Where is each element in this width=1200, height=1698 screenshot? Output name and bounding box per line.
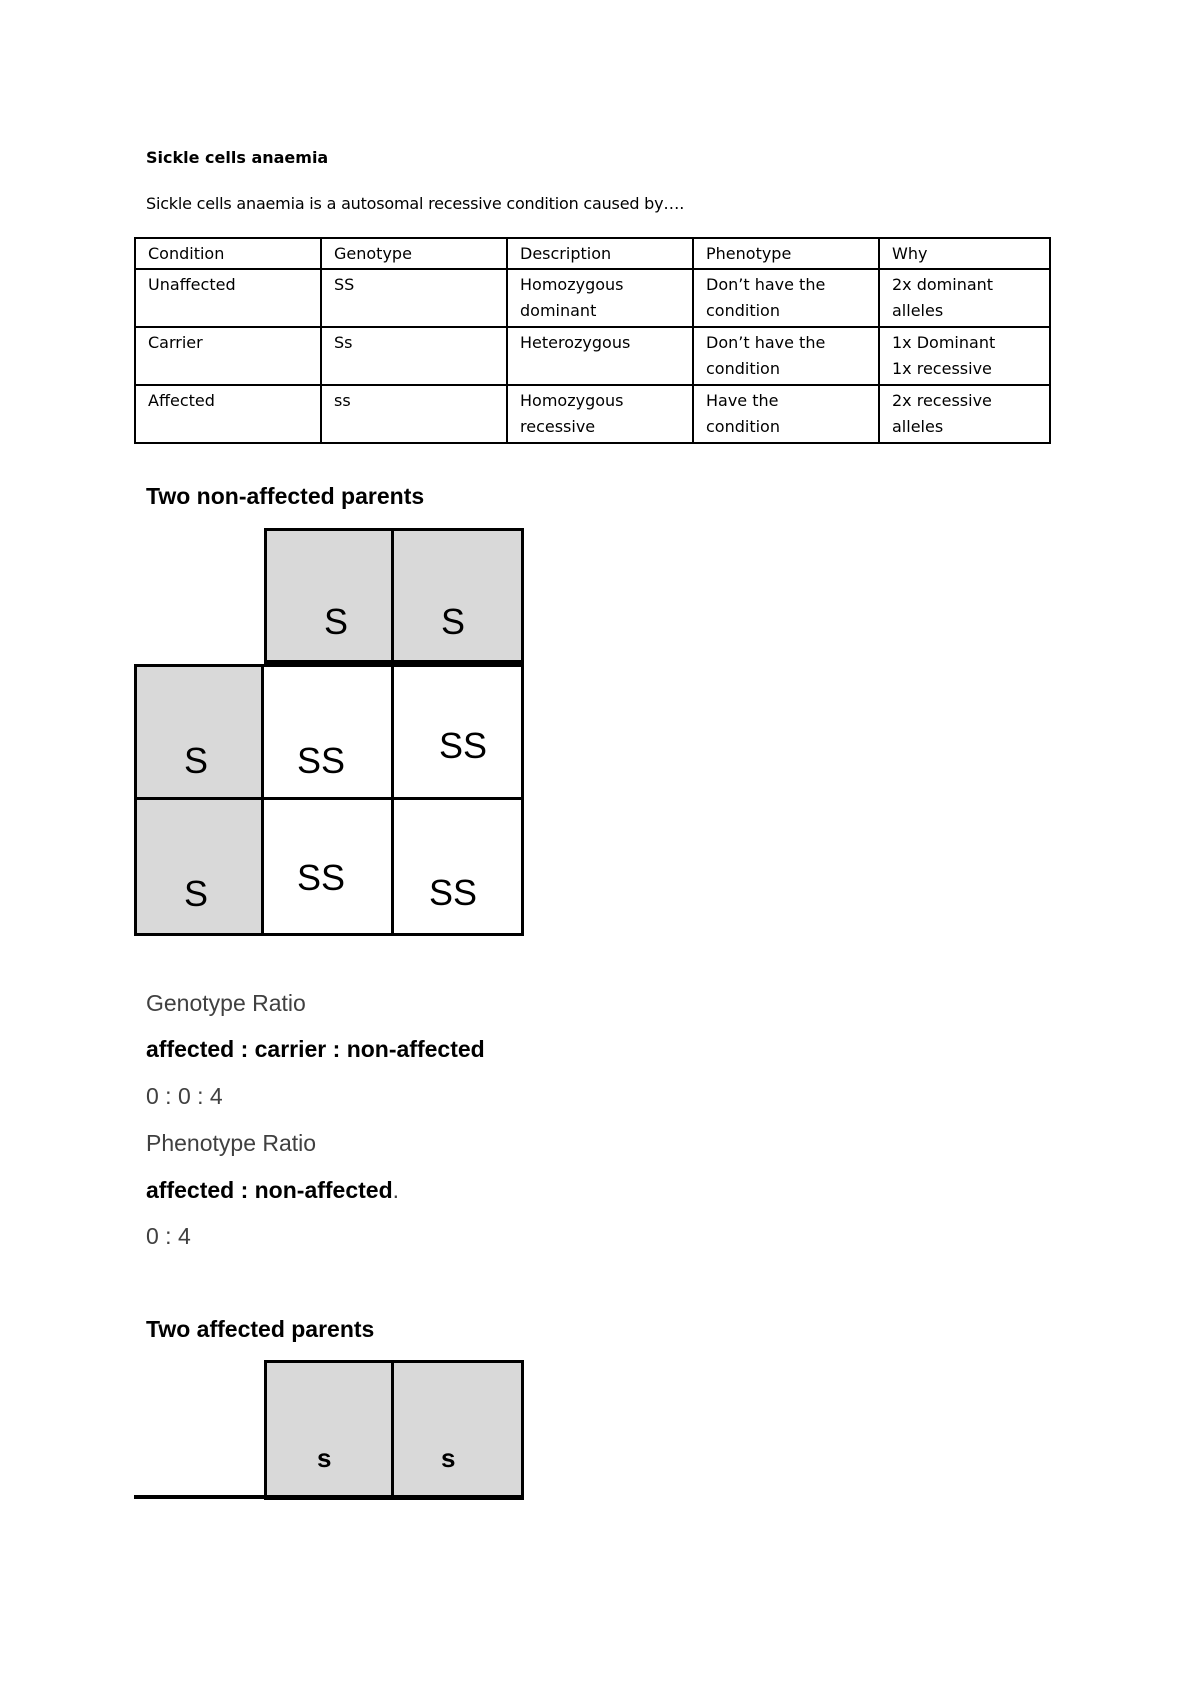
table-cell xyxy=(321,327,507,385)
cell-line: alleles xyxy=(892,417,944,436)
table-header-cell: Genotype xyxy=(321,238,507,269)
punnett-offspring-cell xyxy=(394,664,524,800)
genotype-ratio-value: 0 : 0 : 4 xyxy=(146,1083,223,1109)
punnett-offspring-cell xyxy=(394,800,524,936)
cell-line: Ss xyxy=(334,333,353,352)
table-header-row xyxy=(135,238,1050,269)
table-header-cell: Why xyxy=(879,238,1050,269)
allele-label: S xyxy=(441,601,466,642)
conditions-table xyxy=(134,237,1051,444)
table-cell xyxy=(879,269,1050,327)
cell-line: 2x dominant xyxy=(892,275,994,294)
phenotype-ratio-line xyxy=(146,1177,399,1204)
section-title-non-affected: Two non-affected parents xyxy=(146,483,425,509)
table-cell xyxy=(135,385,321,443)
allele-label: S xyxy=(324,601,349,642)
cell-line: condition xyxy=(706,359,780,378)
cell-line: Affected xyxy=(148,391,215,410)
table-cell xyxy=(135,269,321,327)
cell-line: SS xyxy=(334,275,355,294)
table-cell xyxy=(321,269,507,327)
table-cell xyxy=(321,385,507,443)
punnett-offspring-cell xyxy=(264,800,394,936)
table-row xyxy=(135,385,1050,443)
table-cell xyxy=(879,385,1050,443)
cell-line: Unaffected xyxy=(148,275,236,294)
punnett-offspring-cell xyxy=(264,664,394,800)
cell-line: Heterozygous xyxy=(520,333,631,352)
punnett-top-allele xyxy=(264,1360,394,1500)
punnett-top-allele xyxy=(264,528,394,664)
phenotype-ratio-value: 0 : 4 xyxy=(146,1223,191,1249)
cell-line: alleles xyxy=(892,301,944,320)
cell-line: Homozygous xyxy=(520,275,624,294)
punnett-side-allele xyxy=(134,800,264,936)
cell-line: recessive xyxy=(520,417,596,436)
section-title-affected: Two affected parents xyxy=(146,1316,375,1342)
offspring-genotype: SS xyxy=(297,740,346,781)
table-cell xyxy=(507,327,693,385)
cell-line: condition xyxy=(706,417,780,436)
punnett-top-allele xyxy=(394,1360,524,1500)
cell-line: 1x Dominant xyxy=(892,333,996,352)
table-cell xyxy=(135,327,321,385)
phenotype-ratio-label: Phenotype Ratio xyxy=(146,1130,317,1156)
table-cell xyxy=(879,327,1050,385)
cell-line: dominant xyxy=(520,301,597,320)
table-cell xyxy=(693,385,879,443)
genotype-ratio-label: Genotype Ratio xyxy=(146,990,306,1016)
genotype-ratio-categories: affected : carrier : non-affected xyxy=(146,1036,485,1062)
punnett-side-divider xyxy=(134,1495,264,1499)
allele-label: s xyxy=(317,1443,332,1473)
offspring-genotype: SS xyxy=(439,725,488,766)
allele-label: S xyxy=(184,873,209,914)
table-cell xyxy=(693,269,879,327)
table-cell xyxy=(693,327,879,385)
cell-line: ss xyxy=(334,391,351,410)
table-row xyxy=(135,269,1050,327)
table-header-cell: Condition xyxy=(135,238,321,269)
cell-line: 2x recessive xyxy=(892,391,992,410)
phenotype-ratio-period: . xyxy=(392,1177,400,1203)
cell-line: Don’t have the xyxy=(706,333,826,352)
punnett-side-allele xyxy=(134,664,264,800)
intro-text: Sickle cells anaemia is a autosomal recessive condition caused by…. xyxy=(146,194,685,213)
table-cell xyxy=(507,269,693,327)
table-cell xyxy=(507,385,693,443)
offspring-genotype: SS xyxy=(297,857,346,898)
cell-line: 1x recessive xyxy=(892,359,992,378)
punnett-top-allele xyxy=(394,528,524,664)
table-header-cell: Phenotype xyxy=(693,238,879,269)
phenotype-ratio-categories: affected : non-affected xyxy=(146,1177,393,1203)
cell-line: Don’t have the xyxy=(706,275,826,294)
cell-line: condition xyxy=(706,301,780,320)
document-heading: Sickle cells anaemia xyxy=(146,148,329,167)
cell-line: Homozygous xyxy=(520,391,624,410)
cell-line: Have the xyxy=(706,391,779,410)
table-header-cell: Description xyxy=(507,238,693,269)
table-row xyxy=(135,327,1050,385)
allele-label: S xyxy=(184,740,209,781)
cell-line: Carrier xyxy=(148,333,203,352)
offspring-genotype: SS xyxy=(429,872,478,913)
allele-label: s xyxy=(441,1443,456,1473)
